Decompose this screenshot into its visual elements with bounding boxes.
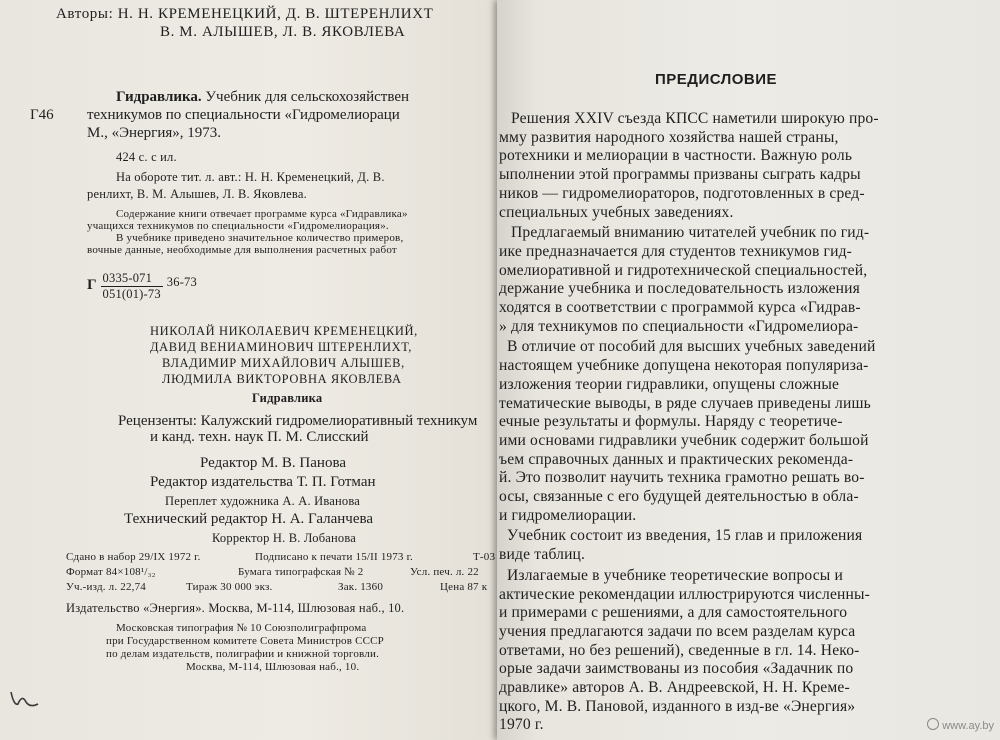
bib-title-line-2: техникумов по специальности «Гидромелиораци [87,107,400,123]
pencil-mark-icon [8,688,40,710]
index-fraction [101,271,163,302]
publisher-address: Издательство «Энергия». Москва, М-114, Шлюзовая наб., 10. [66,601,405,615]
printer-3: по делам издательств, полиграфии и книжной торговли. [106,648,380,660]
reverse-note-1: На обороте тит. л. авт.: Н. Н. Кременецкий, Д. В. [116,170,385,184]
index-suffix: 36-73 [166,275,197,289]
bib-title-line-1 [116,89,409,106]
imprint-2a: Формат 84×108¹/₃₂ [66,566,156,578]
imprint-3c: Зак. 1360 [338,581,384,593]
right-page [497,0,1000,740]
watermark [927,718,994,732]
full-author-2: ДАВИД ВЕНИАМИНОВИЧ ШТЕРЕНЛИХТ, [150,340,412,354]
imprint-1a: Сдано в набор 29/IX 1972 г. [66,551,201,563]
page-count: 424 с. с ил. [116,150,177,164]
editor: Редактор М. В. Панова [200,455,346,471]
preface-line: виде таблиц. [499,546,586,564]
preface-heading: ПРЕДИСЛОВИЕ [655,71,778,88]
udc-code: Г46 [30,107,54,123]
annotation-3: В учебнике приведено значительное количество примеров, [116,232,404,244]
watermark-logo-icon [927,718,939,730]
preface-line: и гидромелиорации. [499,506,637,524]
annotation-4: вочные данные, необходимые для выполнения расчетных работ [87,244,397,256]
annotation-1: Содержание книги отвечает программе курса «Гидравлика» [116,208,408,220]
index-letter: Г [87,277,97,293]
index-numerator: 0335-071 [101,271,163,287]
preface-line: 1970 г. [499,716,544,734]
preface-line: ечные результаты и формулы. Наряду с теоретиче- [499,413,843,431]
imprint-1b: Подписано к печати 15/II 1973 г. [255,551,413,563]
bib-title-line-3: М., «Энергия», 1973. [87,125,222,141]
printer-1: Московская типография № 10 Союзполиграфпрома [116,622,367,634]
preface-line: Решения XXIV съезда КПСС наметили широкую про- [511,110,879,127]
bib-title-bold: Гидравлика. [116,89,202,105]
preface-line: Излагаемые в учебнике теоретические вопросы и [507,566,843,584]
preface-line: специальных учебных заведениях. [499,203,734,221]
preface-line: ими основами гидравлики учебник содержит большой [499,431,869,449]
reverse-note-2: ренлихт, В. М. Алышев, Л. В. Яковлева. [87,187,307,201]
imprint-1c: Т-03 [473,551,496,563]
full-author-3: ВЛАДИМИР МИХАЙЛОВИЧ АЛЫШЕВ, [162,356,405,370]
full-author-4: ЛЮДМИЛА ВИКТОРОВНА ЯКОВЛЕВА [162,372,402,386]
preface-line: мму развития народного хозяйства нашей страны, [499,128,839,146]
printer-4: Москва, М-114, Шлюзовая наб., 10. [186,661,360,673]
authors-header: Авторы: Н. Н. КРЕМЕНЕЦКИЙ, Д. В. ШТЕРЕНЛИХТ [56,6,434,22]
preface-line: ников — гидромелиораторов, подготовленных в сред- [499,184,865,202]
book-title: Гидравлика [252,391,323,405]
printer-2: при Государственном комитете Совета Министров СССР [106,635,385,647]
imprint-2c: Усл. печ. л. 22 [410,566,479,578]
imprint-2b: Бумага типографская № 2 [238,566,364,578]
preface-line: Учебник состоит из введения, 15 глав и приложения [507,527,863,545]
preface-line: дравлике» авторов А. В. Андреевской, Н. Н. Креме- [499,679,850,696]
preface-line: ъем справочных данных и практических рекоменда- [499,450,854,468]
preface-line: ответами, но без решений), сведенные в гл. 14. Неко- [499,641,860,659]
preface-line: учения предлагаются задачи по всем разделам курса [499,622,856,640]
preface-line: ике предназначается для студентов техникумов гид- [499,242,852,260]
annotation-2: учащихся техникумов по специальности «Гидромелиорация». [87,220,389,232]
reviewers-2: и канд. техн. наук П. М. Слисский [150,429,369,445]
preface-line: и примерами с решениями, а для самостоятельного [499,604,848,622]
preface-line: цкого, М. В. Пановой, изданного в изд-ве «Энергия» [499,697,856,715]
imprint-3d: Цена 87 к [440,581,488,593]
publisher-editor: Редактор издательства Т. П. Готман [150,474,376,490]
cover-artist: Переплет художника А. А. Иванова [165,494,361,508]
full-author-1: НИКОЛАЙ НИКОЛАЕВИЧ КРЕМЕНЕЦКИЙ, [150,324,418,338]
preface-line: омелиоративной и гидротехнической специальностей, [499,261,868,279]
preface-line: ходятся в соответствии с программой курса «Гидрав- [499,299,861,316]
preface-line: ыполнении этой программы призваны сыграть кадры [499,166,861,184]
preface-line: Предлагаемый вниманию читателей учебник по гид- [511,224,870,242]
watermark-text: www.ay.by [942,720,994,732]
preface-line: В отличие от пособий для высших учебных заведений [507,338,876,356]
preface-line: тематические выводы, в ряде случаев приведены лишь [499,394,871,412]
bib-title-rest: Учебник для сельскохозяйствен [205,89,410,105]
imprint-3b: Тираж 30 000 экз. [186,581,273,593]
imprint-3a: Уч.-изд. л. 22,74 [66,581,147,593]
preface-line: осы, связанные с его будущей деятельностью в обла- [499,488,859,505]
preface-line: актические рекомендации иллюстрируются численны- [499,585,871,603]
reviewers-1: Рецензенты: Калужский гидромелиоративный техникум [118,413,478,429]
catalog-index [87,271,197,303]
preface-line: орые задачи заимствованы из пособия «Задачник по [499,660,854,678]
tech-editor: Технический редактор Н. А. Галанчева [124,511,374,527]
preface-line: й. Это позволит научить техника грамотно решать во- [499,469,865,487]
authors-header-2: В. М. АЛЫШЕВ, Л. В. ЯКОВЛЕВА [160,24,406,40]
preface-line: изложения теории гидравлики, опущены сложные [499,375,840,393]
preface-line: » для техникумов по специальности «Гидромелиора- [499,317,859,335]
preface-line: держание учебника и последовательность изложения [499,280,860,298]
preface-line: ротехники и мелиорации в частности. Важную роль [499,147,853,165]
proofreader: Корректор Н. В. Лобанова [212,531,357,545]
index-denominator: 051(01)-73 [102,287,161,301]
preface-line: настоящем учебнике допущена некоторая популяриза- [499,357,869,375]
